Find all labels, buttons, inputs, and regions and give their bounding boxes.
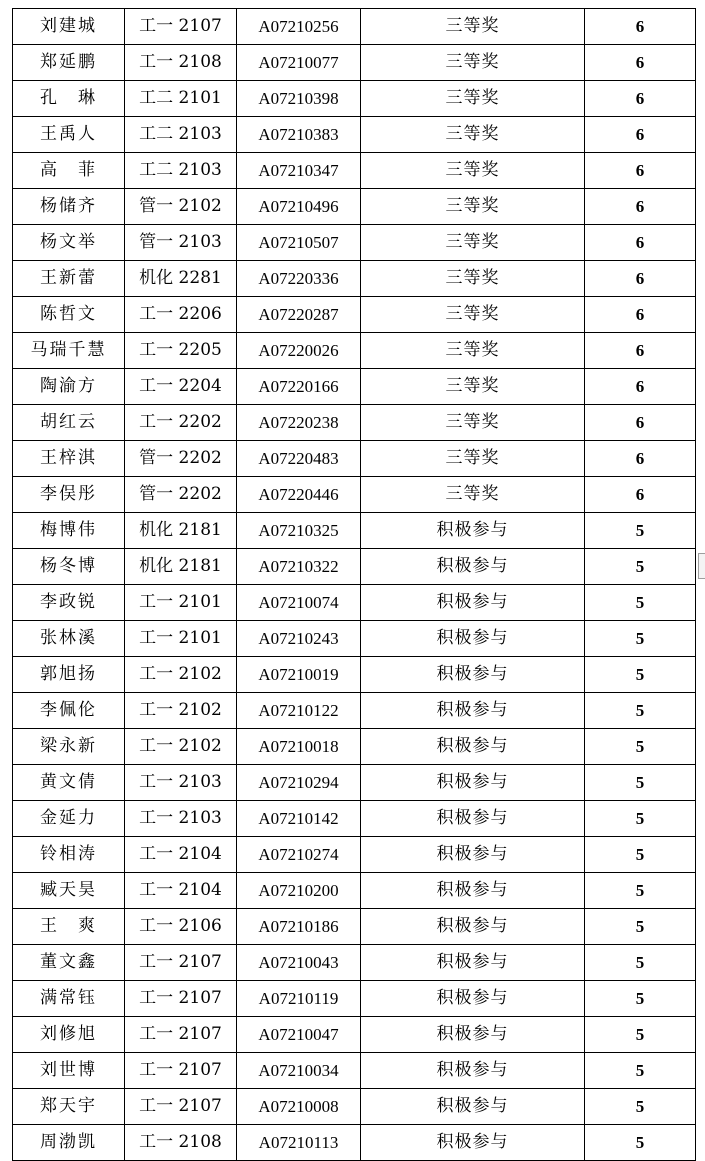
award-table bbox=[12, 8, 696, 1161]
class-cell: 工一 2206 bbox=[125, 297, 237, 333]
score-cell: 6 bbox=[585, 189, 696, 225]
award-level-cell: 积极参与 bbox=[361, 981, 585, 1017]
student-id-cell: A07210274 bbox=[237, 837, 361, 873]
award-level-cell: 三等奖 bbox=[361, 225, 585, 261]
score-cell: 6 bbox=[585, 333, 696, 369]
student-id-cell: A07220446 bbox=[237, 477, 361, 513]
score-cell: 6 bbox=[585, 405, 696, 441]
table-row bbox=[13, 1089, 696, 1125]
table-row bbox=[13, 513, 696, 549]
score-cell: 6 bbox=[585, 45, 696, 81]
student-id-cell: A07210325 bbox=[237, 513, 361, 549]
table-row bbox=[13, 81, 696, 117]
table-row bbox=[13, 945, 696, 981]
award-level-cell: 三等奖 bbox=[361, 369, 585, 405]
student-name-cell: 张林溪 bbox=[13, 621, 125, 657]
award-level-cell: 积极参与 bbox=[361, 513, 585, 549]
class-cell: 工一 2108 bbox=[125, 45, 237, 81]
score-cell: 5 bbox=[585, 873, 696, 909]
student-name-cell: 王 爽 bbox=[13, 909, 125, 945]
score-cell: 5 bbox=[585, 585, 696, 621]
table-row bbox=[13, 477, 696, 513]
student-name-cell: 董文鑫 bbox=[13, 945, 125, 981]
student-id-cell: A07220166 bbox=[237, 369, 361, 405]
class-cell: 工一 2103 bbox=[125, 765, 237, 801]
score-cell: 5 bbox=[585, 801, 696, 837]
award-level-cell: 积极参与 bbox=[361, 1089, 585, 1125]
award-list-sheet bbox=[12, 8, 695, 1161]
student-id-cell: A07210119 bbox=[237, 981, 361, 1017]
student-id-cell: A07210383 bbox=[237, 117, 361, 153]
class-cell: 工一 2104 bbox=[125, 873, 237, 909]
table-row bbox=[13, 657, 696, 693]
class-cell: 机化 2281 bbox=[125, 261, 237, 297]
student-name-cell: 王梓淇 bbox=[13, 441, 125, 477]
award-level-cell: 三等奖 bbox=[361, 9, 585, 45]
class-cell: 工一 2205 bbox=[125, 333, 237, 369]
student-name-cell: 郑延鹏 bbox=[13, 45, 125, 81]
award-level-cell: 积极参与 bbox=[361, 657, 585, 693]
student-id-cell: A07210077 bbox=[237, 45, 361, 81]
student-id-cell: A07210043 bbox=[237, 945, 361, 981]
table-row bbox=[13, 873, 696, 909]
score-cell: 5 bbox=[585, 729, 696, 765]
class-cell: 工一 2102 bbox=[125, 693, 237, 729]
table-row bbox=[13, 441, 696, 477]
award-level-cell: 积极参与 bbox=[361, 873, 585, 909]
table-row bbox=[13, 837, 696, 873]
score-cell: 5 bbox=[585, 945, 696, 981]
award-level-cell: 三等奖 bbox=[361, 405, 585, 441]
class-cell: 工一 2106 bbox=[125, 909, 237, 945]
score-cell: 5 bbox=[585, 981, 696, 1017]
student-name-cell: 刘建城 bbox=[13, 9, 125, 45]
student-name-cell: 梁永新 bbox=[13, 729, 125, 765]
table-row bbox=[13, 765, 696, 801]
student-id-cell: A07210256 bbox=[237, 9, 361, 45]
student-name-cell: 刘世博 bbox=[13, 1053, 125, 1089]
student-id-cell: A07210122 bbox=[237, 693, 361, 729]
table-row bbox=[13, 45, 696, 81]
award-level-cell: 积极参与 bbox=[361, 801, 585, 837]
table-row bbox=[13, 801, 696, 837]
class-cell: 工一 2102 bbox=[125, 729, 237, 765]
score-cell: 5 bbox=[585, 1017, 696, 1053]
student-id-cell: A07210047 bbox=[237, 1017, 361, 1053]
table-row bbox=[13, 189, 696, 225]
score-cell: 5 bbox=[585, 1089, 696, 1125]
student-name-cell: 杨冬博 bbox=[13, 549, 125, 585]
student-name-cell: 金延力 bbox=[13, 801, 125, 837]
student-name-cell: 臧天昊 bbox=[13, 873, 125, 909]
student-id-cell: A07210398 bbox=[237, 81, 361, 117]
class-cell: 工一 2103 bbox=[125, 801, 237, 837]
table-row bbox=[13, 9, 696, 45]
award-level-cell: 三等奖 bbox=[361, 297, 585, 333]
award-level-cell: 积极参与 bbox=[361, 549, 585, 585]
student-name-cell: 刘修旭 bbox=[13, 1017, 125, 1053]
class-cell: 工一 2107 bbox=[125, 945, 237, 981]
class-cell: 工一 2204 bbox=[125, 369, 237, 405]
student-id-cell: A07210347 bbox=[237, 153, 361, 189]
award-level-cell: 积极参与 bbox=[361, 729, 585, 765]
class-cell: 工一 2108 bbox=[125, 1125, 237, 1161]
student-name-cell: 郭旭扬 bbox=[13, 657, 125, 693]
score-cell: 6 bbox=[585, 117, 696, 153]
class-cell: 工一 2107 bbox=[125, 1017, 237, 1053]
table-row bbox=[13, 729, 696, 765]
score-cell: 6 bbox=[585, 225, 696, 261]
student-id-cell: A07210496 bbox=[237, 189, 361, 225]
class-cell: 机化 2181 bbox=[125, 513, 237, 549]
student-name-cell: 王禹人 bbox=[13, 117, 125, 153]
student-name-cell: 胡红云 bbox=[13, 405, 125, 441]
student-id-cell: A07210294 bbox=[237, 765, 361, 801]
student-name-cell: 李佩伦 bbox=[13, 693, 125, 729]
score-cell: 5 bbox=[585, 693, 696, 729]
score-cell: 5 bbox=[585, 837, 696, 873]
table-row bbox=[13, 693, 696, 729]
table-row bbox=[13, 621, 696, 657]
score-cell: 6 bbox=[585, 477, 696, 513]
student-id-cell: A07220287 bbox=[237, 297, 361, 333]
student-name-cell: 杨文举 bbox=[13, 225, 125, 261]
class-cell: 工一 2202 bbox=[125, 405, 237, 441]
table-row bbox=[13, 1053, 696, 1089]
award-table-body bbox=[13, 9, 696, 1161]
award-level-cell: 三等奖 bbox=[361, 441, 585, 477]
score-cell: 5 bbox=[585, 621, 696, 657]
student-name-cell: 孔 琳 bbox=[13, 81, 125, 117]
class-cell: 工一 2101 bbox=[125, 585, 237, 621]
student-name-cell: 李政锐 bbox=[13, 585, 125, 621]
student-id-cell: A07220483 bbox=[237, 441, 361, 477]
student-name-cell: 马瑞千慧 bbox=[13, 333, 125, 369]
table-row bbox=[13, 261, 696, 297]
class-cell: 工一 2107 bbox=[125, 1053, 237, 1089]
score-cell: 6 bbox=[585, 441, 696, 477]
class-cell: 管一 2102 bbox=[125, 189, 237, 225]
award-level-cell: 积极参与 bbox=[361, 1125, 585, 1161]
table-row bbox=[13, 117, 696, 153]
award-level-cell: 三等奖 bbox=[361, 189, 585, 225]
student-id-cell: A07210008 bbox=[237, 1089, 361, 1125]
score-cell: 6 bbox=[585, 261, 696, 297]
score-cell: 5 bbox=[585, 513, 696, 549]
score-cell: 5 bbox=[585, 1053, 696, 1089]
score-cell: 5 bbox=[585, 657, 696, 693]
award-level-cell: 三等奖 bbox=[361, 81, 585, 117]
score-cell: 6 bbox=[585, 153, 696, 189]
table-row bbox=[13, 909, 696, 945]
score-cell: 5 bbox=[585, 909, 696, 945]
class-cell: 工一 2107 bbox=[125, 981, 237, 1017]
student-name-cell: 黄文倩 bbox=[13, 765, 125, 801]
class-cell: 管一 2103 bbox=[125, 225, 237, 261]
award-level-cell: 积极参与 bbox=[361, 765, 585, 801]
award-level-cell: 积极参与 bbox=[361, 693, 585, 729]
student-id-cell: A07210113 bbox=[237, 1125, 361, 1161]
student-name-cell: 杨储齐 bbox=[13, 189, 125, 225]
award-level-cell: 三等奖 bbox=[361, 153, 585, 189]
table-row bbox=[13, 981, 696, 1017]
class-cell: 工一 2107 bbox=[125, 1089, 237, 1125]
award-level-cell: 积极参与 bbox=[361, 909, 585, 945]
score-cell: 6 bbox=[585, 297, 696, 333]
class-cell: 工一 2107 bbox=[125, 9, 237, 45]
student-name-cell: 陈哲文 bbox=[13, 297, 125, 333]
student-id-cell: A07220238 bbox=[237, 405, 361, 441]
score-cell: 5 bbox=[585, 549, 696, 585]
student-id-cell: A07210018 bbox=[237, 729, 361, 765]
student-name-cell: 郑天宇 bbox=[13, 1089, 125, 1125]
award-level-cell: 积极参与 bbox=[361, 1053, 585, 1089]
student-id-cell: A07210243 bbox=[237, 621, 361, 657]
table-row bbox=[13, 549, 696, 585]
table-row bbox=[13, 585, 696, 621]
table-row bbox=[13, 405, 696, 441]
student-name-cell: 周渤凯 bbox=[13, 1125, 125, 1161]
student-name-cell: 梅博伟 bbox=[13, 513, 125, 549]
class-cell: 机化 2181 bbox=[125, 549, 237, 585]
student-name-cell: 满常钰 bbox=[13, 981, 125, 1017]
table-row bbox=[13, 1125, 696, 1161]
award-level-cell: 三等奖 bbox=[361, 333, 585, 369]
award-level-cell: 积极参与 bbox=[361, 837, 585, 873]
class-cell: 工一 2104 bbox=[125, 837, 237, 873]
student-id-cell: A07210019 bbox=[237, 657, 361, 693]
score-cell: 5 bbox=[585, 765, 696, 801]
score-cell: 5 bbox=[585, 1125, 696, 1161]
student-name-cell: 李俣彤 bbox=[13, 477, 125, 513]
student-name-cell: 铃相涛 bbox=[13, 837, 125, 873]
student-id-cell: A07210034 bbox=[237, 1053, 361, 1089]
student-name-cell: 高 菲 bbox=[13, 153, 125, 189]
student-id-cell: A07210200 bbox=[237, 873, 361, 909]
window-edge-handle[interactable] bbox=[698, 553, 705, 579]
score-cell: 6 bbox=[585, 9, 696, 45]
class-cell: 管一 2202 bbox=[125, 477, 237, 513]
class-cell: 工一 2101 bbox=[125, 621, 237, 657]
award-level-cell: 三等奖 bbox=[361, 477, 585, 513]
award-level-cell: 三等奖 bbox=[361, 117, 585, 153]
class-cell: 管一 2202 bbox=[125, 441, 237, 477]
student-id-cell: A07210507 bbox=[237, 225, 361, 261]
award-level-cell: 积极参与 bbox=[361, 621, 585, 657]
student-id-cell: A07210074 bbox=[237, 585, 361, 621]
score-cell: 6 bbox=[585, 369, 696, 405]
student-name-cell: 陶渝方 bbox=[13, 369, 125, 405]
table-row bbox=[13, 225, 696, 261]
table-row bbox=[13, 153, 696, 189]
award-level-cell: 积极参与 bbox=[361, 945, 585, 981]
award-level-cell: 积极参与 bbox=[361, 1017, 585, 1053]
table-row bbox=[13, 297, 696, 333]
table-row bbox=[13, 1017, 696, 1053]
award-level-cell: 三等奖 bbox=[361, 261, 585, 297]
award-level-cell: 积极参与 bbox=[361, 585, 585, 621]
student-id-cell: A07220336 bbox=[237, 261, 361, 297]
student-id-cell: A07220026 bbox=[237, 333, 361, 369]
award-level-cell: 三等奖 bbox=[361, 45, 585, 81]
student-name-cell: 王新蕾 bbox=[13, 261, 125, 297]
class-cell: 工二 2103 bbox=[125, 153, 237, 189]
table-row bbox=[13, 369, 696, 405]
class-cell: 工二 2103 bbox=[125, 117, 237, 153]
student-id-cell: A07210142 bbox=[237, 801, 361, 837]
class-cell: 工二 2101 bbox=[125, 81, 237, 117]
class-cell: 工一 2102 bbox=[125, 657, 237, 693]
table-row bbox=[13, 333, 696, 369]
score-cell: 6 bbox=[585, 81, 696, 117]
student-id-cell: A07210322 bbox=[237, 549, 361, 585]
student-id-cell: A07210186 bbox=[237, 909, 361, 945]
